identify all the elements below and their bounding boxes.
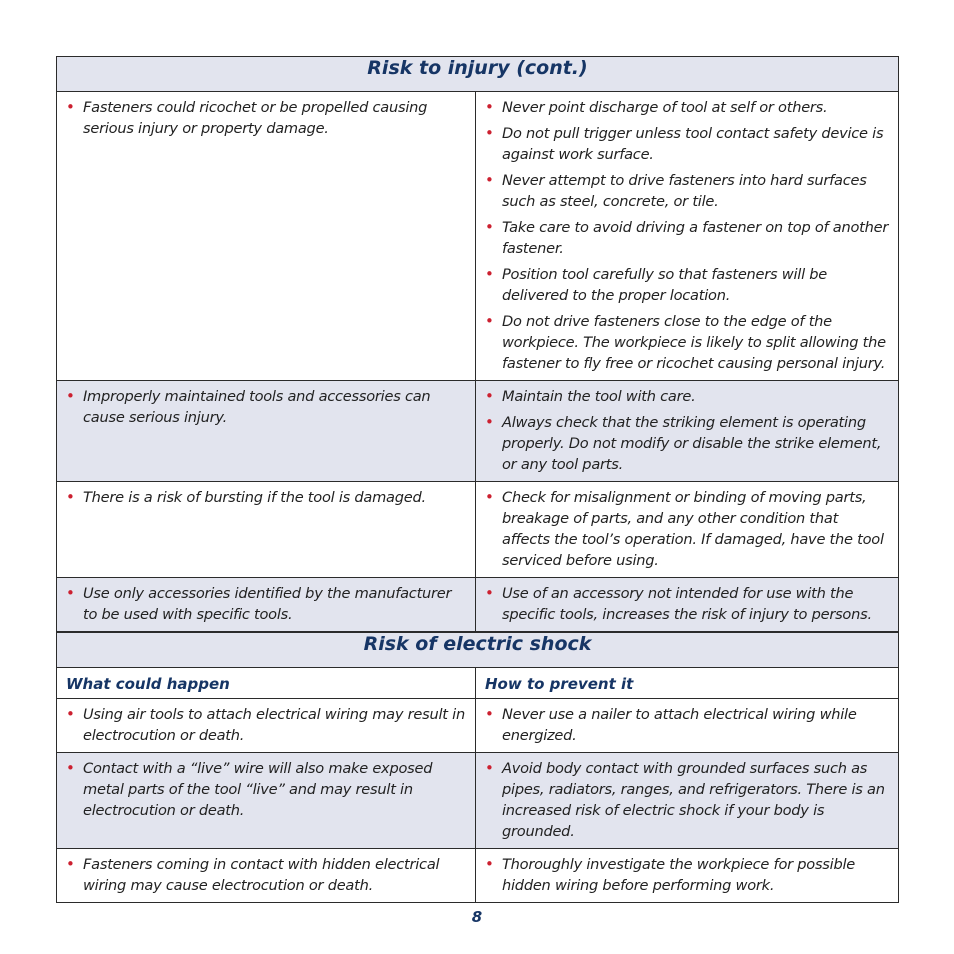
bullet-item bbox=[485, 123, 890, 165]
prevention-cell bbox=[476, 699, 899, 753]
bullet-icon: • bbox=[66, 759, 75, 777]
bullet-icon: • bbox=[485, 124, 494, 142]
bullet-text: Thoroughly investigate the workpiece for possible hidden wiring before performing work. bbox=[502, 856, 856, 894]
bullet-item bbox=[66, 854, 467, 896]
bullet-icon: • bbox=[66, 584, 75, 602]
electric-shock-table bbox=[56, 632, 899, 903]
bullet-text: Do not pull trigger unless tool contact safety device is against work surface. bbox=[502, 125, 884, 163]
bullet-text: Do not drive fasteners close to the edge of the workpiece. The workpiece is likely to split allowing the fastener to fly free or ricochet causing personal injury. bbox=[502, 313, 886, 372]
bullet-text: Fasteners coming in contact with hidden electrical wiring may cause electrocution or death. bbox=[83, 856, 440, 894]
bullet-icon: • bbox=[485, 218, 494, 236]
bullet-icon: • bbox=[485, 312, 494, 330]
bullet-item bbox=[485, 583, 890, 625]
bullet-icon: • bbox=[485, 584, 494, 602]
table-row bbox=[57, 849, 899, 903]
shock-table-title: Risk of electric shock bbox=[57, 633, 899, 668]
bullet-item bbox=[485, 487, 890, 571]
bullet-text: Never use a nailer to attach electrical wiring while energized. bbox=[502, 706, 857, 744]
prevention-cell bbox=[476, 92, 899, 381]
bullet-item bbox=[485, 758, 890, 842]
prevention-cell bbox=[476, 753, 899, 849]
bullet-text: Take care to avoid driving a fastener on top of another fastener. bbox=[502, 219, 889, 257]
bullet-icon: • bbox=[485, 98, 494, 116]
bullet-item bbox=[485, 854, 890, 896]
risk-cell bbox=[57, 849, 476, 903]
risk-cell bbox=[57, 578, 476, 632]
bullet-text: Contact with a “live” wire will also make exposed metal parts of the tool “live” and may result in electrocution or death. bbox=[83, 760, 433, 819]
bullet-item bbox=[66, 758, 467, 821]
bullet-text: Use only accessories identified by the manufacturer to be used with specific tools. bbox=[83, 585, 452, 623]
bullet-icon: • bbox=[485, 488, 494, 506]
bullet-item bbox=[485, 217, 890, 259]
table-row bbox=[57, 753, 899, 849]
bullet-text: Use of an accessory not intended for use with the specific tools, increases the risk of injury to persons. bbox=[502, 585, 872, 623]
bullet-text: Improperly maintained tools and accessories can cause serious injury. bbox=[83, 388, 431, 426]
prevention-cell bbox=[476, 849, 899, 903]
risk-cell bbox=[57, 92, 476, 381]
risk-cell bbox=[57, 381, 476, 482]
bullet-item bbox=[66, 487, 467, 508]
bullet-text: Check for misalignment or binding of moving parts, breakage of parts, and any other condition that affects the tool’s operation. If damaged, have the tool serviced before using. bbox=[502, 489, 884, 569]
bullet-icon: • bbox=[485, 855, 494, 873]
bullet-item bbox=[66, 704, 467, 746]
bullet-text: Position tool carefully so that fasteners will be delivered to the proper location. bbox=[502, 266, 828, 304]
bullet-icon: • bbox=[66, 98, 75, 116]
bullet-icon: • bbox=[66, 387, 75, 405]
prevention-cell bbox=[476, 381, 899, 482]
prevention-cell bbox=[476, 578, 899, 632]
bullet-icon: • bbox=[66, 488, 75, 506]
bullet-icon: • bbox=[66, 855, 75, 873]
table-row bbox=[57, 381, 899, 482]
bullet-icon: • bbox=[66, 705, 75, 723]
bullet-item bbox=[485, 97, 890, 118]
bullet-text: Always check that the striking element is operating properly. Do not modify or disable the strike element, or any tool parts. bbox=[502, 414, 882, 473]
injury-table-title: Risk to injury (cont.) bbox=[57, 57, 899, 92]
risk-cell bbox=[57, 699, 476, 753]
bullet-item bbox=[485, 264, 890, 306]
column-header-row bbox=[57, 668, 899, 699]
risk-cell bbox=[57, 753, 476, 849]
column-header-what-could-happen: What could happen bbox=[57, 668, 476, 699]
bullet-icon: • bbox=[485, 387, 494, 405]
table-row bbox=[57, 699, 899, 753]
risk-cell bbox=[57, 482, 476, 578]
bullet-item bbox=[66, 97, 467, 139]
table-row bbox=[57, 92, 899, 381]
bullet-text: Never point discharge of tool at self or others. bbox=[502, 99, 828, 116]
injury-risk-table bbox=[56, 56, 899, 632]
bullet-icon: • bbox=[485, 171, 494, 189]
bullet-icon: • bbox=[485, 265, 494, 283]
bullet-text: Avoid body contact with grounded surfaces such as pipes, radiators, ranges, and refrigerators. There is an increased risk of electric shock if your body is grounded. bbox=[502, 760, 885, 840]
bullet-item bbox=[485, 704, 890, 746]
bullet-text: Fasteners could ricochet or be propelled causing serious injury or property damage. bbox=[83, 99, 428, 137]
table-row bbox=[57, 578, 899, 632]
bullet-icon: • bbox=[485, 759, 494, 777]
bullet-item bbox=[66, 386, 467, 428]
bullet-item bbox=[485, 386, 890, 407]
table-row bbox=[57, 482, 899, 578]
bullet-icon: • bbox=[485, 705, 494, 723]
page-number: 8 bbox=[471, 908, 483, 926]
bullet-text: There is a risk of bursting if the tool is damaged. bbox=[83, 489, 426, 506]
bullet-text: Using air tools to attach electrical wiring may result in electrocution or death. bbox=[83, 706, 465, 744]
bullet-item bbox=[485, 412, 890, 475]
bullet-icon: • bbox=[485, 413, 494, 431]
bullet-item bbox=[485, 311, 890, 374]
bullet-text: Maintain the tool with care. bbox=[502, 388, 696, 405]
bullet-item bbox=[66, 583, 467, 625]
bullet-item bbox=[485, 170, 890, 212]
prevention-cell bbox=[476, 482, 899, 578]
column-header-how-to-prevent: How to prevent it bbox=[476, 668, 899, 699]
bullet-text: Never attempt to drive fasteners into hard surfaces such as steel, concrete, or tile. bbox=[502, 172, 867, 210]
